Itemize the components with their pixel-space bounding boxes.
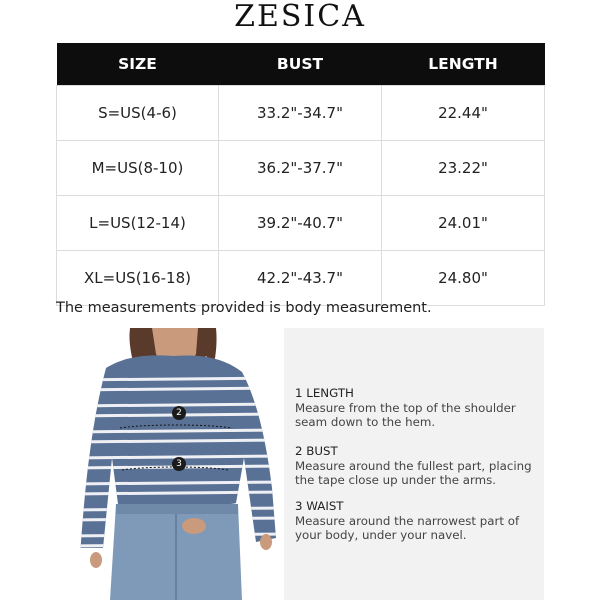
bust-cell: 42.2"-43.7" <box>219 251 382 306</box>
bust-cell: 33.2"-34.7" <box>219 86 382 141</box>
measurement-guide-panel <box>284 328 544 600</box>
table-row <box>57 251 545 306</box>
size-chart-table <box>56 43 545 306</box>
guide-title: 1 LENGTH <box>295 386 354 400</box>
column-header-size: SIZE <box>57 43 219 86</box>
length-cell: 23.22" <box>382 141 545 196</box>
length-cell: 22.44" <box>382 86 545 141</box>
guide-line: Measure from the top of the shoulder <box>295 400 516 415</box>
guide-title: 2 BUST <box>295 444 338 458</box>
table-header-row <box>57 43 545 86</box>
size-cell: S=US(4-6) <box>57 86 219 141</box>
length-cell: 24.80" <box>382 251 545 306</box>
guide-line: your body, under your navel. <box>295 528 467 542</box>
guide-line: seam down to the hem. <box>295 415 436 429</box>
table-row <box>57 141 545 196</box>
guide-line: Measure around the fullest part, placing <box>295 458 532 473</box>
column-header-length: LENGTH <box>382 43 545 86</box>
size-cell: L=US(12-14) <box>57 196 219 251</box>
measurement-note: The measurements provided is body measurement. <box>56 300 432 316</box>
size-cell: XL=US(16-18) <box>57 251 219 306</box>
size-cell: M=US(8-10) <box>57 141 219 196</box>
table-row <box>57 86 545 141</box>
guide-item-bust <box>295 444 535 488</box>
brand-logo: ZESICA <box>234 0 366 34</box>
marker-2: 2 <box>172 406 186 420</box>
guide-item-waist <box>295 499 535 543</box>
table-row <box>57 196 545 251</box>
bust-cell: 39.2"-40.7" <box>219 196 382 251</box>
column-header-bust: BUST <box>219 43 382 86</box>
guide-line: Measure around the narrowest part of <box>295 513 520 528</box>
guide-title: 3 WAIST <box>295 499 344 513</box>
marker-3: 3 <box>172 457 186 471</box>
length-cell: 24.01" <box>382 196 545 251</box>
guide-line: the tape close up under the arms. <box>295 473 496 487</box>
guide-item-length <box>295 386 535 430</box>
bust-cell: 36.2"-37.7" <box>219 141 382 196</box>
